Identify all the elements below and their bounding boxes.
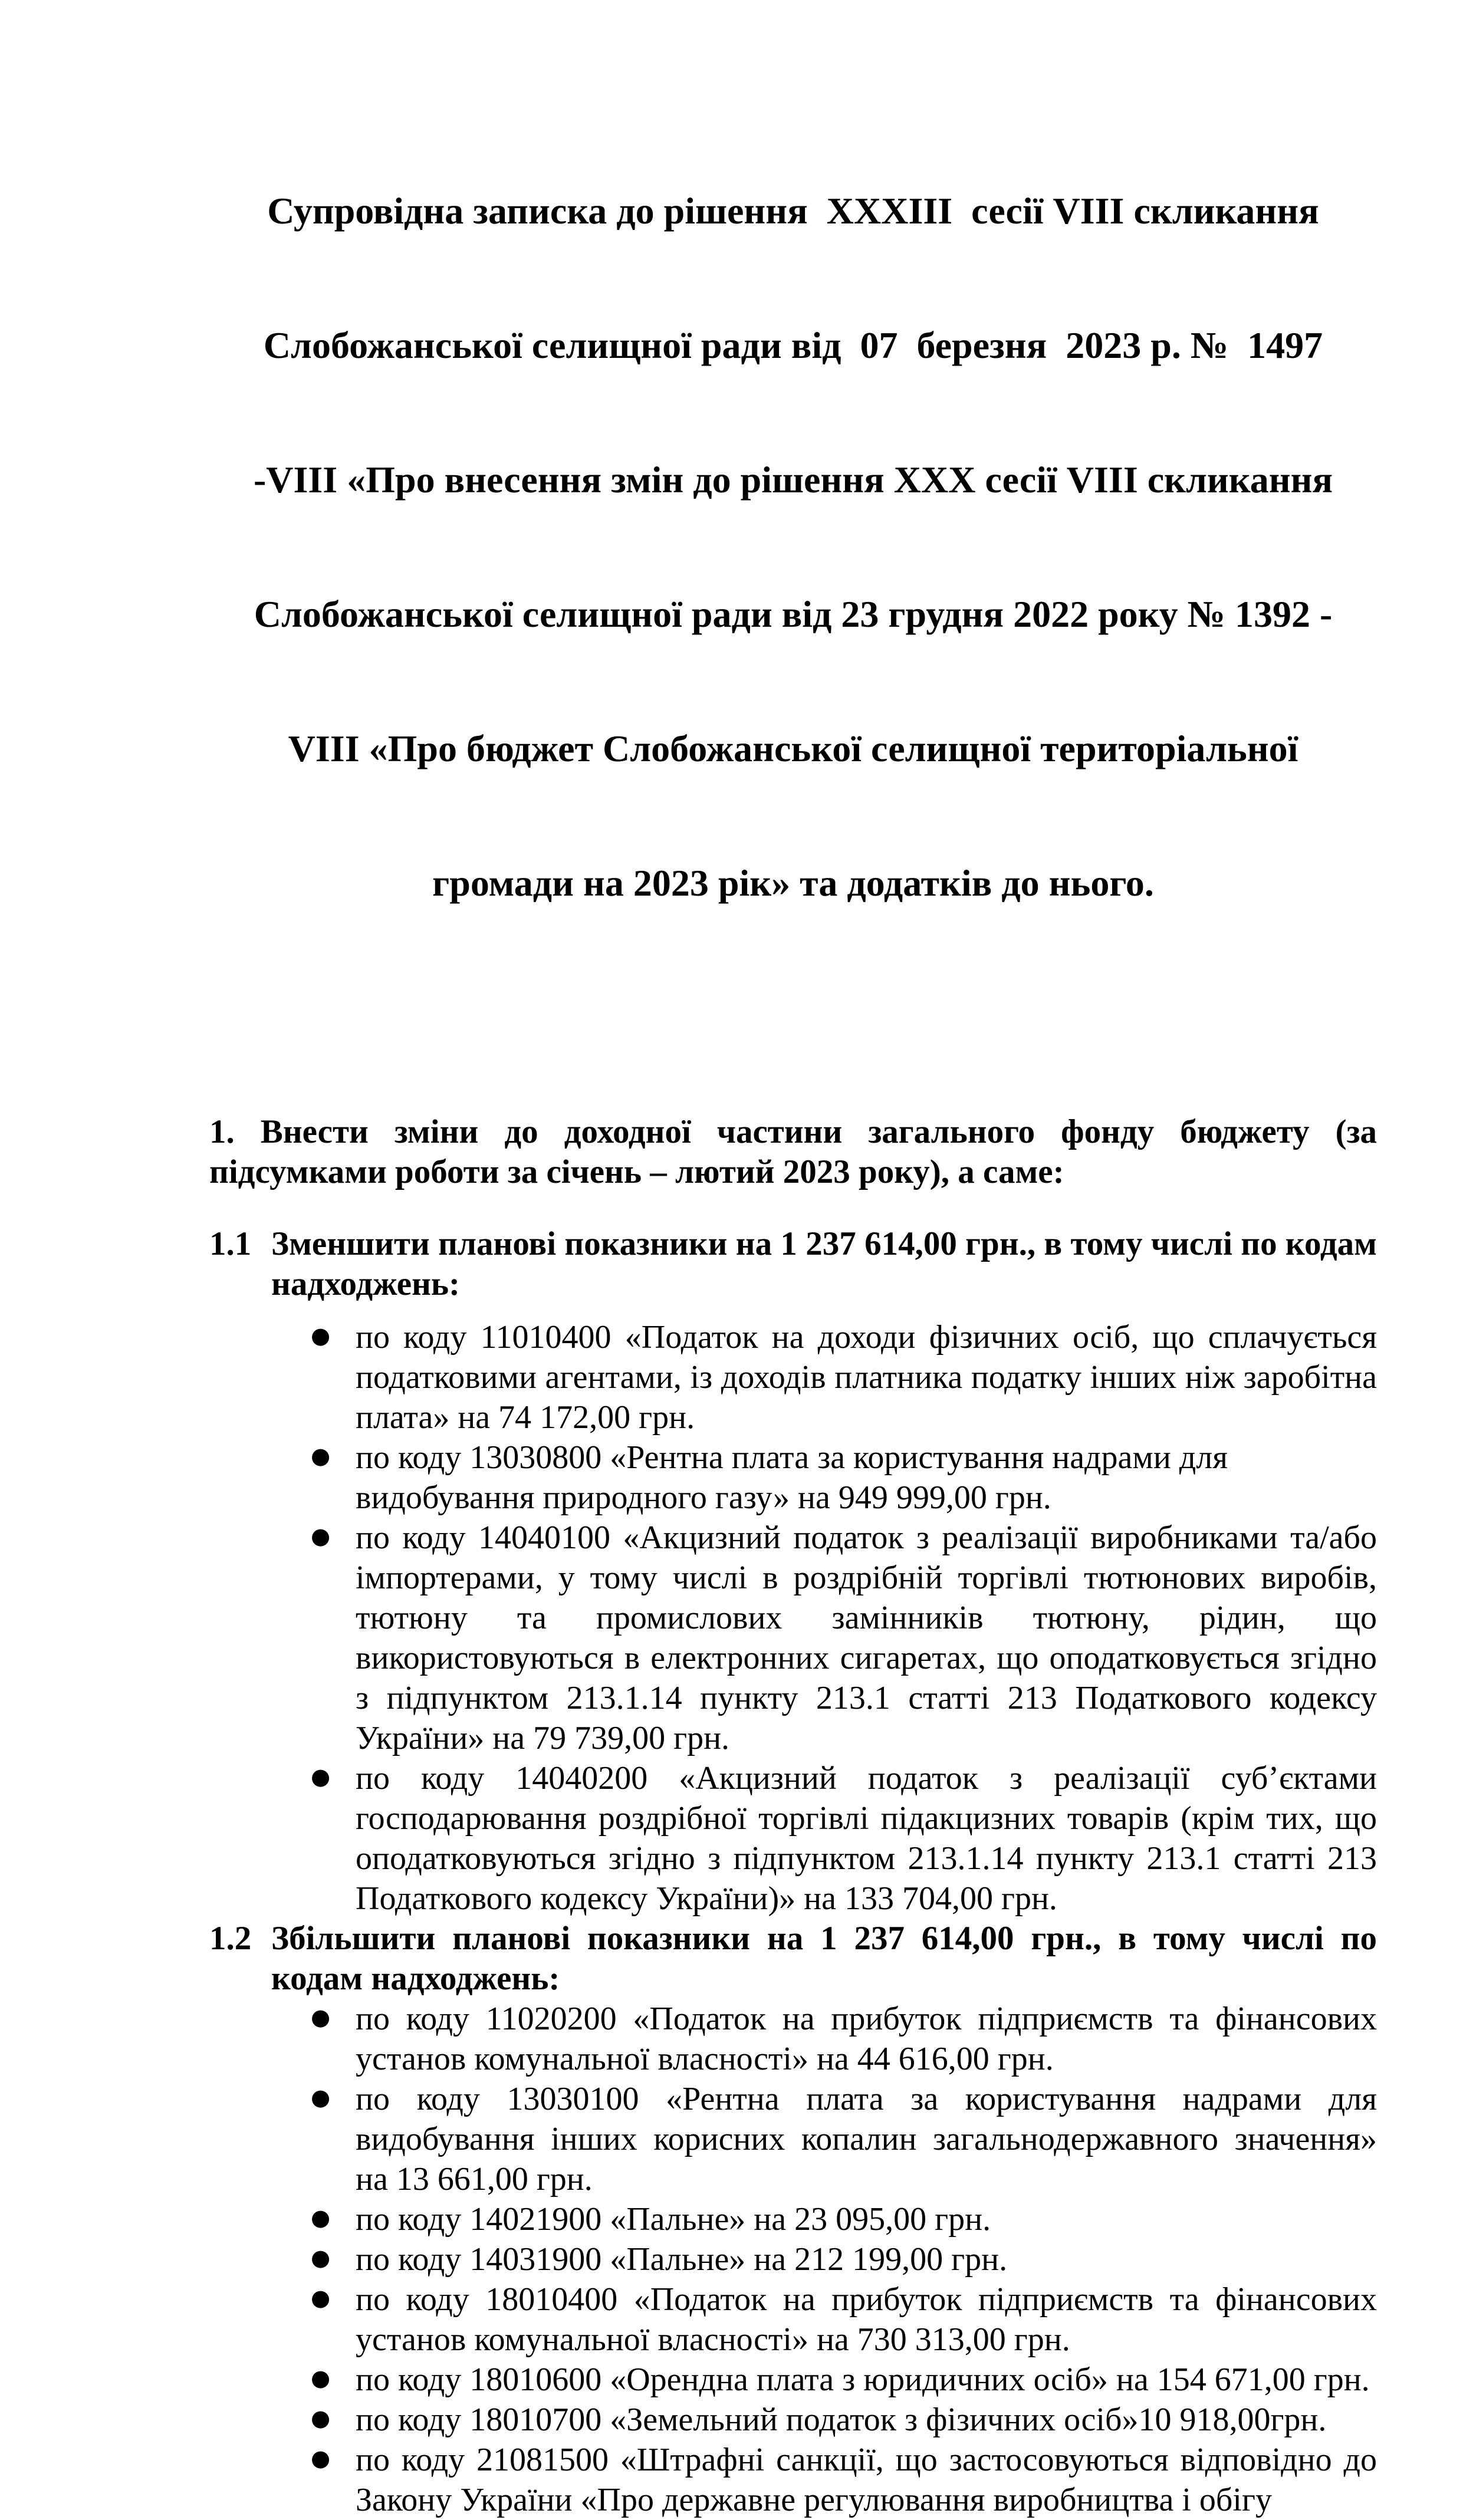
bullet-item xyxy=(209,1758,1377,1919)
bullet-icon: ● xyxy=(311,2285,331,2311)
bullet-item xyxy=(209,2360,1377,2400)
bullet-item xyxy=(209,2400,1377,2440)
bullet-icon: ● xyxy=(311,1322,331,1348)
section-heading xyxy=(209,1919,1377,1999)
bullet-text: по коду 21081500 «Штрафні санкції, що застосовуються відповідно до Закону України «Про державне регулювання виробництва і обігу xyxy=(356,2442,1377,2518)
title-line: Супровідна записка до рішення XXXIII сесії VIII скликання xyxy=(267,190,1319,232)
section-heading xyxy=(209,1224,1377,1304)
bullet-icon: ● xyxy=(311,2084,331,2110)
bullet-text: по коду 18010700 «Земельний податок з фізичних осіб»10 918,00грн. xyxy=(356,2401,1327,2438)
bullet-text: по коду 11010400 «Податок на доходи фізичних осіб, що сплачується податковими агентами, із доходів платника податку інших ніж заробітна плата» на 74 172,00 грн. xyxy=(356,1319,1377,1436)
bullet-list xyxy=(209,1999,1377,2520)
bullet-text: по коду 13030800 «Рентна плата за користування надрами для видобування природного газу» на 949 999,00 грн. xyxy=(356,1439,1228,1516)
bullet-icon: ● xyxy=(311,2445,331,2471)
bullet-item xyxy=(209,1518,1377,1758)
bullet-item xyxy=(209,2440,1377,2520)
heading-text: Зменшити планові показники на 1 237 614,00 грн., в тому числі по кодам надходжень: xyxy=(271,1225,1377,1302)
bullet-text: по коду 14031900 «Пальне» на 212 199,00 грн. xyxy=(356,2241,1008,2278)
bullet-icon: ● xyxy=(311,2205,331,2231)
title-line: громади на 2023 рік» та додатків до нього. xyxy=(432,862,1154,904)
heading-number: 1.1 xyxy=(209,1225,252,1262)
bullet-text: по коду 18010600 «Орендна плата з юридичних осіб» на 154 671,00 грн. xyxy=(356,2361,1370,2398)
bullet-text: по коду 14040100 «Акцизний податок з реалізації виробниками та/або імпортерами, у тому числі в роздрібній торгівлі тютюнових виробів, тютюну та промислових замінників тютюну, рідин, що використовуються в електронних сигаретах, що оподатковується згідно з підпунктом 213.1.14 пункту 213.1 статті 213 Податкового кодексу України» на 79 739,00 грн. xyxy=(356,1519,1377,1756)
bullet-icon: ● xyxy=(311,1764,331,1789)
bullet-item xyxy=(209,2279,1377,2360)
title-line: VIII «Про бюджет Слобожанської селищної територіальної xyxy=(288,728,1298,769)
bullet-icon: ● xyxy=(311,2405,331,2431)
section-1-2 xyxy=(209,1919,1377,2520)
bullet-text: по коду 13030100 «Рентна плата за користування надрами для видобування інших корисних копалин загальнодержавного значення» на 13 661,00 грн. xyxy=(356,2081,1377,2197)
section-1-1 xyxy=(209,1224,1377,1919)
bullet-item xyxy=(209,1999,1377,2079)
bullet-text: по коду 14021900 «Пальне» на 23 095,00 грн. xyxy=(356,2201,991,2238)
bullet-item xyxy=(209,1437,1377,1518)
bullet-icon: ● xyxy=(311,2245,331,2271)
title-line: Слобожанської селищної ради від 23 грудня 2022 року № 1392 - xyxy=(254,593,1333,635)
bullet-item xyxy=(209,2079,1377,2199)
document-title xyxy=(209,99,1377,995)
heading-number: 1.2 xyxy=(209,1920,252,1957)
bullet-icon: ● xyxy=(311,2004,331,2030)
bullet-item xyxy=(209,2239,1377,2279)
bullet-icon: ● xyxy=(311,1523,331,1549)
heading-text: Збільшити планові показники на 1 237 614,00 грн., в тому числі по кодам надходжень: xyxy=(271,1920,1377,1997)
bullet-text: по коду 14040200 «Акцизний податок з реалізації суб’єктами господарювання роздрібної торгівлі підакцизних товарів (крім тих, що оподатковуються згідно з підпунктом 213.1.14 пункту 213.1 статті 213 Податкового кодексу України)» на 133 704,00 грн. xyxy=(356,1760,1377,1917)
bullet-list xyxy=(209,1317,1377,1919)
bullet-icon: ● xyxy=(311,1443,331,1469)
intro-paragraph: 1. Внести зміни до доходної частини загального фонду бюджету (за підсумками роботи за січень – лютий 2023 року), а саме: xyxy=(209,1113,1377,1190)
bullet-item xyxy=(209,1317,1377,1437)
bullet-text: по коду 11020200 «Податок на прибуток підприємств та фінансових установ комунальної власності» на 44 616,00 грн. xyxy=(356,2001,1377,2077)
bullet-icon: ● xyxy=(311,2365,331,2391)
title-line: Слобожанської селищної ради від 07 березня 2023 р. № 1497 xyxy=(263,324,1323,366)
bullet-text: по коду 18010400 «Податок на прибуток підприємств та фінансових установ комунальної власності» на 730 313,00 грн. xyxy=(356,2281,1377,2358)
title-line: -VIII «Про внесення змін до рішення XXX сесії VIII скликання xyxy=(253,459,1333,501)
bullet-item xyxy=(209,2199,1377,2239)
